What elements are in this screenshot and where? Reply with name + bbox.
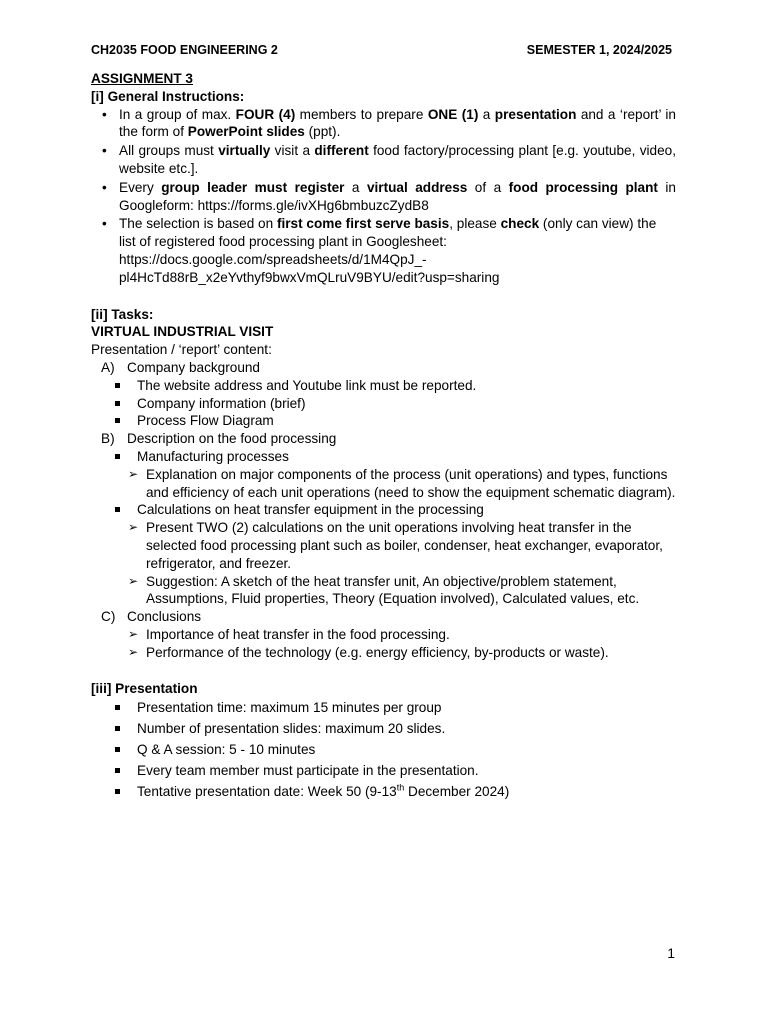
header-course: CH2035 FOOD ENGINEERING 2 bbox=[91, 43, 278, 57]
section-c: C) Conclusions bbox=[101, 609, 202, 625]
arrow-icon: ➢ bbox=[128, 520, 139, 535]
arrow-icon: ➢ bbox=[128, 573, 139, 588]
presentation-heading: [iii] Presentation bbox=[91, 680, 198, 696]
assignment-title: ASSIGNMENT 3 bbox=[91, 71, 193, 86]
arrow-icon: ➢ bbox=[128, 626, 139, 641]
instruction-2: • All groups must virtually visit a different food factory/processing plant [e.g. youtube, video, website etc.]. bbox=[102, 143, 676, 176]
page-number: 1 bbox=[667, 945, 675, 961]
tasks-subheading: VIRTUAL INDUSTRIAL VISIT bbox=[91, 324, 274, 340]
arrow-icon: ➢ bbox=[128, 644, 139, 659]
tasks-heading: [ii] Tasks: bbox=[91, 306, 154, 322]
general-instructions-heading: [i] General Instructions: bbox=[91, 88, 245, 104]
arrow-item: ➢ Present TWO (2) calculations on the unit operations involving heat transfer in the selected food processing plant such as boiler, condenser, heat exchanger, evaporator, refrigerator, and freezer. bbox=[128, 520, 663, 571]
instruction-1: • In a group of max. FOUR (4) members to prepare ONE (1) a presentation and a ‘report’ in the form of PowerPoint slides (ppt). bbox=[102, 106, 676, 140]
list-item: Presentation time: maximum 15 minutes per group bbox=[91, 699, 676, 717]
section-a: A) Company background bbox=[101, 359, 260, 375]
instruction-4: • The selection is based on first come first serve basis, please check (only can view) the list of registered food processing plant in Googlesheet: https://docs.google.com/spreadsheets/d/1M4QpJ_-pl4HcTd88rB_x2eYvthyf9bwxVmQLruV9BYU/edit?usp=sharing bbox=[102, 216, 657, 285]
header-semester: SEMESTER 1, 2024/2025 bbox=[526, 43, 672, 57]
list-item: Number of presentation slides: maximum 20 slides. bbox=[91, 720, 676, 738]
general-instructions-list bbox=[91, 106, 676, 287]
bullet-icon: • bbox=[102, 106, 107, 122]
list-item: Calculations on heat transfer equipment in the processing bbox=[91, 501, 676, 519]
bullet-icon: • bbox=[102, 143, 107, 159]
arrow-item: ➢ Suggestion: A sketch of the heat transfer unit, An objective/problem statement, Assumptions, Fluid properties, Theory (Equation involved), Calculated values, etc. bbox=[128, 573, 640, 607]
list-item: Q & A session: 5 - 10 minutes bbox=[91, 741, 676, 759]
list-item: The website address and Youtube link must be reported. bbox=[91, 377, 676, 395]
list-item: Tentative presentation date: Week 50 (9-13th December 2024) bbox=[91, 783, 676, 801]
list-item: Every team member must participate in the presentation. bbox=[91, 762, 676, 780]
arrow-item: ➢ Performance of the technology (e.g. energy efficiency, by-products or waste). bbox=[128, 644, 609, 660]
list-item: Manufacturing processes bbox=[91, 448, 676, 466]
instruction-3: • Every group leader must register a virtual address of a food processing plant in Googleform: https://forms.gle/ivXHg6bmbuzcZydB8 bbox=[102, 179, 676, 213]
document-body bbox=[91, 70, 676, 804]
tasks-intro: Presentation / ‘report’ content: bbox=[91, 342, 272, 358]
section-b: B) Description on the food processing bbox=[101, 431, 337, 447]
bullet-icon: • bbox=[102, 179, 107, 195]
arrow-item: ➢ Explanation on major components of the process (unit operations) and types, functions and efficiency of each unit operations (need to show the equipment schematic diagram). bbox=[128, 466, 676, 500]
arrow-icon: ➢ bbox=[128, 466, 139, 481]
arrow-item: ➢ Importance of heat transfer in the food processing. bbox=[128, 626, 450, 642]
bullet-icon: • bbox=[102, 216, 107, 232]
list-item: Company information (brief) bbox=[91, 395, 676, 413]
list-item: Process Flow Diagram bbox=[91, 412, 676, 430]
